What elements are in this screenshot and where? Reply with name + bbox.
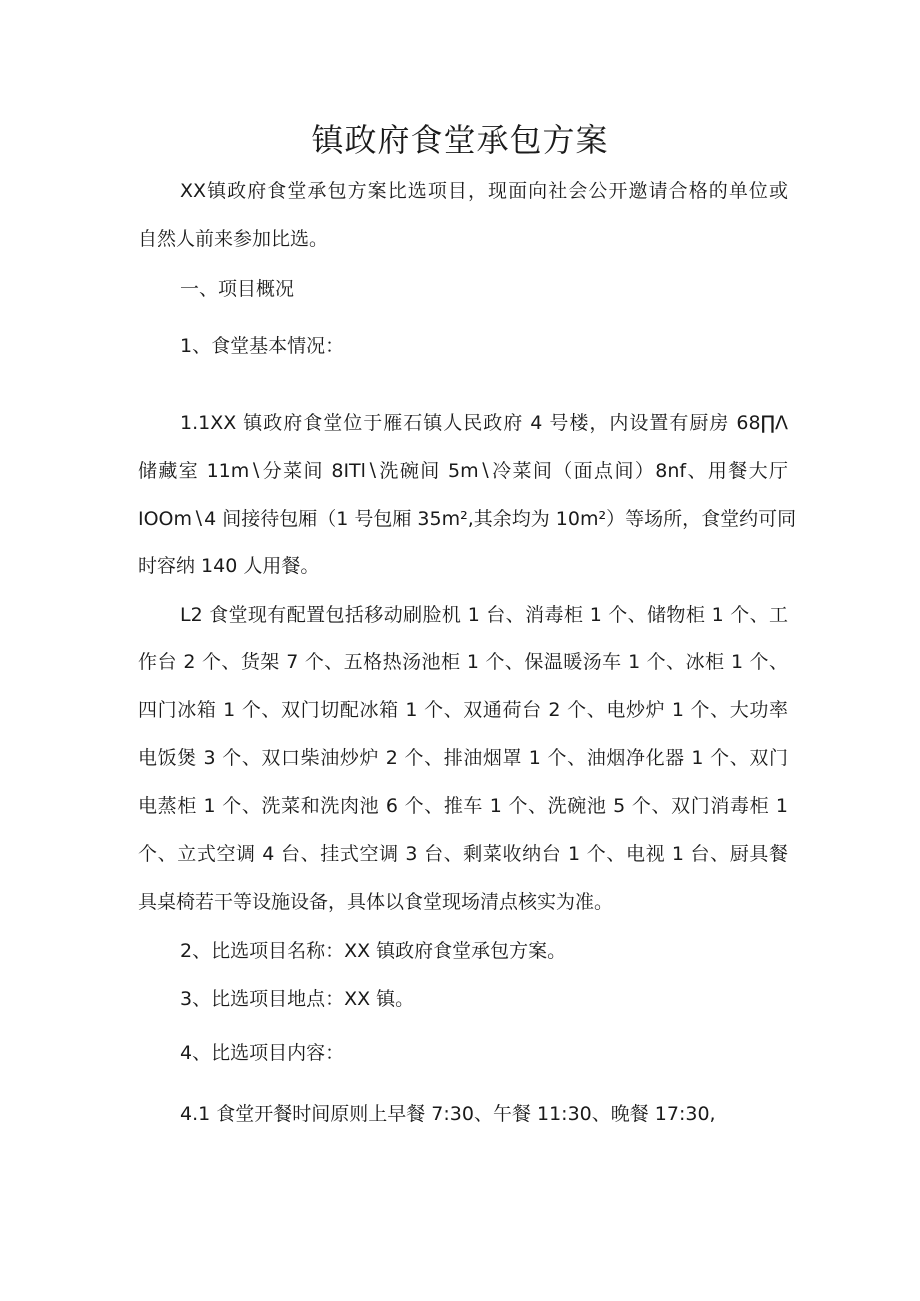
project-content-heading: 4、比选项目内容： [180, 1042, 345, 1064]
para-1-1-line-1: 1.1XX 镇政府食堂位于雁石镇人民政府 4 号楼，内设置有厨房 68∏Λ [180, 412, 788, 434]
para-1-1-line-4: 时容纳 140 人用餐。 [138, 555, 320, 577]
para-1-2-line-4: 电饭煲 3 个、双口柴油炒炉 2 个、排油烟罩 1 个、油烟净化器 1 个、双门 [138, 747, 788, 769]
para-1-2-line-6: 个、立式空调 4 台、挂式空调 3 台、剩菜收纳台 1 个、电视 1 台、厨具餐 [138, 843, 788, 865]
project-name-line: 2、比选项目名称：XX 镇政府食堂承包方案。 [180, 940, 567, 962]
document-title: 镇政府食堂承包方案 [311, 121, 609, 159]
para-1-2-line-2: 作台 2 个、货架 7 个、五格热汤池柜 1 个、保温暖汤车 1 个、冰柜 1 个、 [138, 651, 788, 673]
project-location-line: 3、比选项目地点：XX 镇。 [180, 988, 415, 1010]
para-1-2-line-1: L2 食堂现有配置包括移动刷脸机 1 台、消毒柜 1 个、储物柜 1 个、工 [180, 604, 788, 626]
para-4-1-line-1: 4.1 食堂开餐时间原则上早餐 7:30、午餐 11:30、晚餐 17:30, [180, 1103, 716, 1125]
subheading-canteen-basics: 1、食堂基本情况： [180, 335, 345, 357]
para-1-2-line-5: 电蒸柜 1 个、洗菜和洗肉池 6 个、推车 1 个、洗碗池 5 个、双门消毒柜 1 [138, 795, 788, 817]
intro-line-2: 自然人前来参加比选。 [138, 228, 329, 250]
intro-line-1: XX镇政府食堂承包方案比选项目，现面向社会公开邀请合格的单位或 [180, 180, 788, 202]
para-1-2-line-7: 具桌椅若干等设施设备，具体以食堂现场清点核实为准。 [138, 891, 614, 913]
para-1-1-line-3: IOOm∖4 间接待包厢（1 号包厢 35m²,其余均为 10m²）等场所，食堂约可同 [138, 508, 797, 530]
para-1-1-line-2: 储藏室 11m∖分菜间 8ITl∖洗碗间 5m∖冷菜间（面点间）8nf、用餐大厅 [138, 460, 788, 482]
para-1-2-line-3: 四门冰箱 1 个、双门切配冰箱 1 个、双通荷台 2 个、电炒炉 1 个、大功率 [138, 699, 788, 721]
section-heading-overview: 一、项目概况 [180, 278, 295, 300]
